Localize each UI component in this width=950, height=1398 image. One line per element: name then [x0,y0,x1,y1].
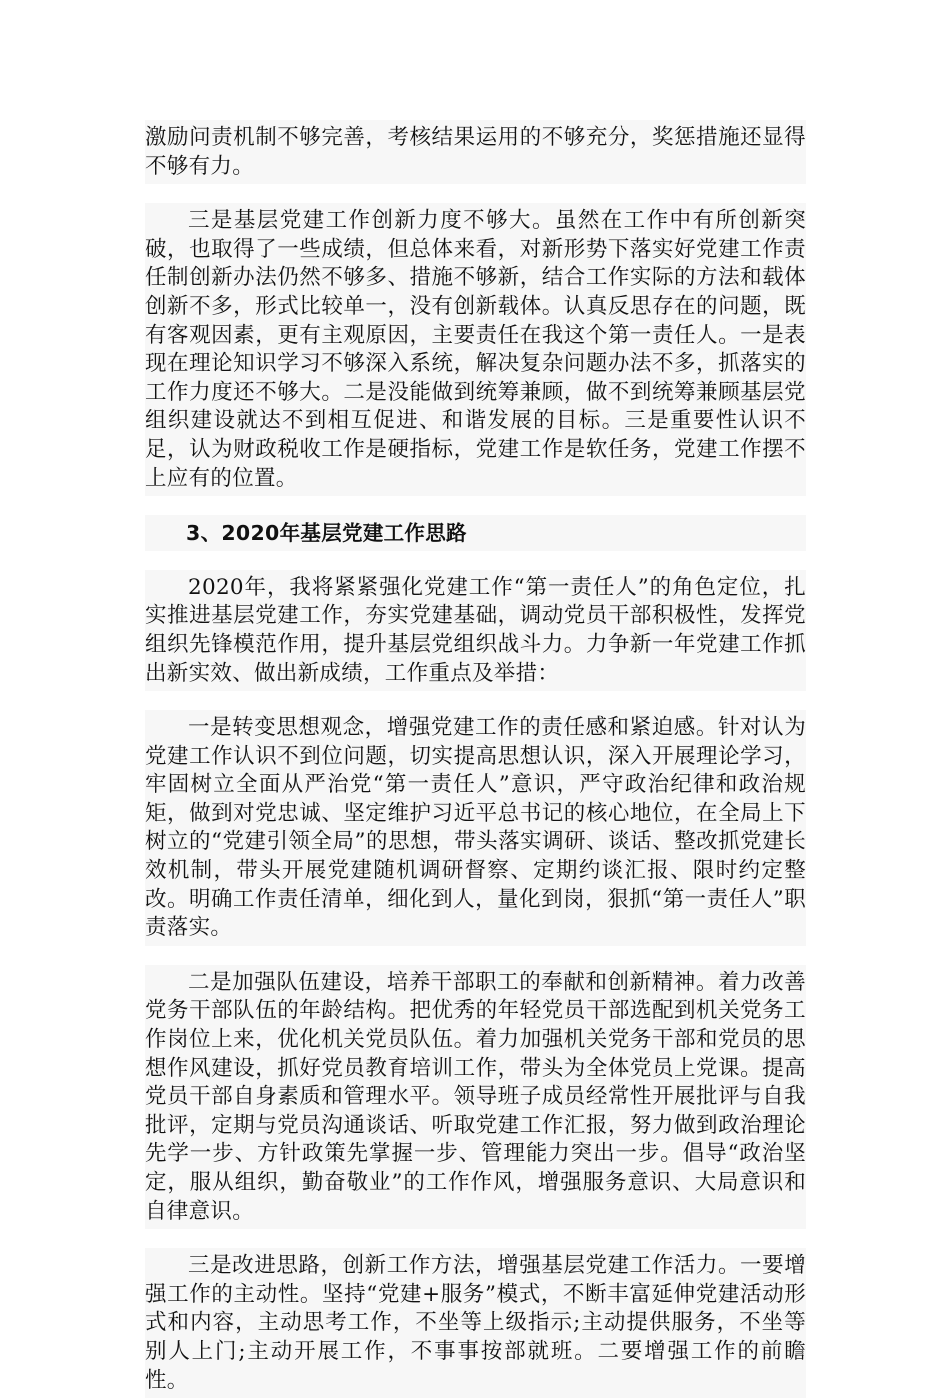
paragraph-gap [145,551,806,570]
document-body [145,120,806,1398]
section-heading-2020-ideas: 3、2020年基层党建工作思路 [145,515,806,551]
paragraph-2020-plan: 2020年，我将紧紧强化党建工作“第一责任人”的角色定位，扎实推进基层党建工作，夯实党建基础，调动党员干部积极性，发挥党组织先锋模范作用，提升基层党组织战斗力。力争新一年党建工作抓出新实效、做出新成绩，工作重点及举措： [145,570,806,691]
paragraph-methods: 三是改进思路，创新工作方法，增强基层党建工作活力。一要增强工作的主动性。坚持“党建+服务”模式，不断丰富延伸党建活动形式和内容，主动思考工作，不坐等上级指示;主动提供服务，不坐等别人上门;主动开展工作，不事事按部就班。二要增强工作的前瞻性。 [145,1248,806,1398]
paragraph-gap [145,184,806,203]
paragraph-mindset: 一是转变思想观念，增强党建工作的责任感和紧迫感。针对认为党建工作认识不到位问题，切实提高思想认识，深入开展理论学习，牢固树立全面从严治党“第一责任人”意识，严守政治纪律和政治规矩，做到对党忠诚、坚定维护习近平总书记的核心地位，在全局上下树立的“党建引领全局”的思想，带头落实调研、谈话、整改抓党建长效机制，带头开展党建随机调研督察、定期约谈汇报、限时约定整改。明确工作责任清单，细化到人，量化到岗，狠抓“第一责任人”职责落实。 [145,710,806,946]
paragraph-gap [145,1229,806,1248]
paragraph-gap [145,946,806,965]
paragraph-gap [145,496,806,515]
paragraph-innovation: 三是基层党建工作创新力度不够大。虽然在工作中有所创新突破，也取得了一些成绩，但总体来看，对新形势下落实好党建工作责任制创新办法仍然不够多、措施不够新，结合工作实际的方法和载体创新不多，形式比较单一，没有创新载体。认真反思存在的问题，既有客观因素，更有主观原因，主要责任在我这个第一责任人。一是表现在理论知识学习不够深入系统，解决复杂问题办法不多，抓落实的工作力度还不够大。二是没能做到统筹兼顾，做不到统筹兼顾基层党组织建设就达不到相互促进、和谐发展的目标。三是重要性认识不足，认为财政税收工作是硬指标，党建工作是软任务，党建工作摆不上应有的位置。 [145,203,806,496]
paragraph-team-building: 二是加强队伍建设，培养干部职工的奉献和创新精神。着力改善党务干部队伍的年龄结构。把优秀的年轻党员干部选配到机关党务工作岗位上来，优化机关党员队伍。着力加强机关党务干部和党员的思想作风建设，抓好党员教育培训工作，带头为全体党员上党课。提高党员干部自身素质和管理水平。领导班子成员经常性开展批评与自我批评，定期与党员沟通谈话、听取党建工作汇报，努力做到政治理论先学一步、方针政策先掌握一步、管理能力突出一步。倡导“政治坚定，服从组织，勤奋敬业”的工作作风，增强服务意识、大局意识和自律意识。 [145,965,806,1229]
paragraph-accountability: 激励问责机制不够完善，考核结果运用的不够充分，奖惩措施还显得不够有力。 [145,120,806,184]
paragraph-gap [145,691,806,710]
